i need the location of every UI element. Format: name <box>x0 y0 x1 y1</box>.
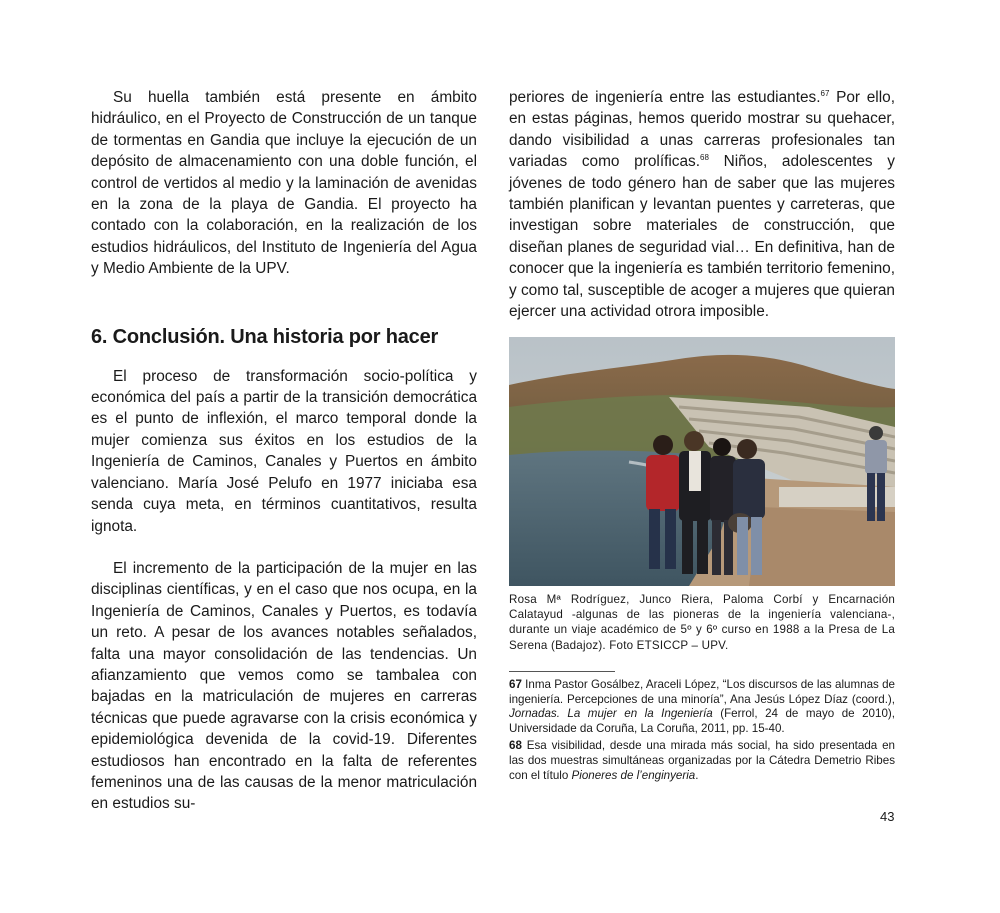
footnote-number: 67 <box>509 678 522 691</box>
footnotes <box>509 678 895 786</box>
footnote-ref[interactable]: 68 <box>700 153 709 163</box>
paragraph: El proceso de transformación socio-política y económica del país a partir de la transición democrática es el punto de inflexión, el marco temporal donde la mujer comienza sus éxitos en los estudios de la Ingeniería de Caminos, Canales y Puertos en ámbito valenciano. María José Pelufo en 1977 iniciaba esa senda cuya meta, en términos cuantitativos, resulta ignota. <box>91 367 477 535</box>
paragraph-text: Por ello, en estas páginas, hemos querido mostrar su quehacer, dando visibilidad a unas carreras profesionales tan variadas como prolíficas. <box>509 89 895 171</box>
photo-presa-la-serena <box>509 337 895 586</box>
paragraph: Su huella también está presente en ámbito hidráulico, en el Proyecto de Construcción de un tanque de tormentas en Gandia que incluye la ejecución de un depósito de almacenamiento con una doble función, el control de vertidos al medio y la laminación de avenidas en la zona de la playa de Gandia. El proyecto ha contado con la colaboración, en la realización de los estudios hidráulicos, del Instituto de Ingeniería del Agua y Medio Ambiente de la UPV. <box>91 89 477 278</box>
footnote-ref[interactable]: 67 <box>820 89 830 98</box>
footnote-number: 68 <box>509 739 522 753</box>
photo-caption: Rosa Mª Rodríguez, Junco Riera, Paloma Corbí y Encarnación Calatayud -algunas de las pioneras de la ingeniería valenciana-, durante un viaje académico de 5º y 6º curso en 1988 a la Presa de La Serena (Badajoz). Foto ETSICCP – UPV. <box>509 593 895 652</box>
paragraph-text: periores de ingeniería entre las estudiantes. <box>509 89 821 106</box>
left-column <box>91 87 477 815</box>
footnote-text: . <box>695 768 699 782</box>
paragraph <box>509 87 895 322</box>
section-heading: 6. Conclusión. Una historia por hacer <box>91 325 439 348</box>
footnote-67 <box>509 678 895 736</box>
footnote-divider <box>509 671 615 672</box>
footnote-italic: Pioneres de l’enginyeria <box>571 768 696 782</box>
footnote-text: Esa visibilidad, desde una mirada más social, ha sido presentada en las dos muestras simultáneas organizadas por la Cátedra Demetrio Ribes con el título <box>509 739 895 782</box>
paragraph-text: Niños, adolescentes y jóvenes de todo género han de saber que las mujeres también planifican y levantan puentes y carreteras, que investigan sobre materiales de construcción, que diseñan planes de seguridad vial… En definitiva, han de conocer que la ingeniería es también territorio femenino, y como tal, susceptible de acoger a mujeres que quieran ejercer una actividad otrora imposible. <box>509 153 895 321</box>
footnote-68 <box>509 739 895 783</box>
paragraph: El incremento de la participación de la mujer en las disciplinas científicas, y en el caso que nos ocupa, en la Ingeniería de Caminos, Canales y Puertos, es todavía un reto. A pesar de los avances notables señalados, falta una mayor consolidación de las tendencias. Un afianzamiento que vemos como se tambalea con bajadas en la matriculación de mujeres en carreras técnicas que puede agravarse con la crisis económica y epidemiológica devenida de la covid-19. Diferentes estudiosos han encontrado en la falta de referentes femeninos una de las causas de la menor matriculación en estudios su- <box>91 559 477 813</box>
page-number: 43 <box>880 809 895 824</box>
footnote-italic: Jornadas. La mujer en la Ingeniería <box>509 707 713 721</box>
dam-photo-illustration <box>509 337 895 586</box>
footnote-text: Inma Pastor Gosálbez, Araceli López, “Los discursos de las alumnas de ingeniería. Percepciones de una minoría”, Ana Jesús López Díaz (coord.), <box>509 678 895 706</box>
footnote-text: (Ferrol, 24 de mayo de 2010), Universidade da Coruña, La Coruña, 2011, pp. 15-40. <box>509 707 895 735</box>
right-column <box>509 87 895 322</box>
